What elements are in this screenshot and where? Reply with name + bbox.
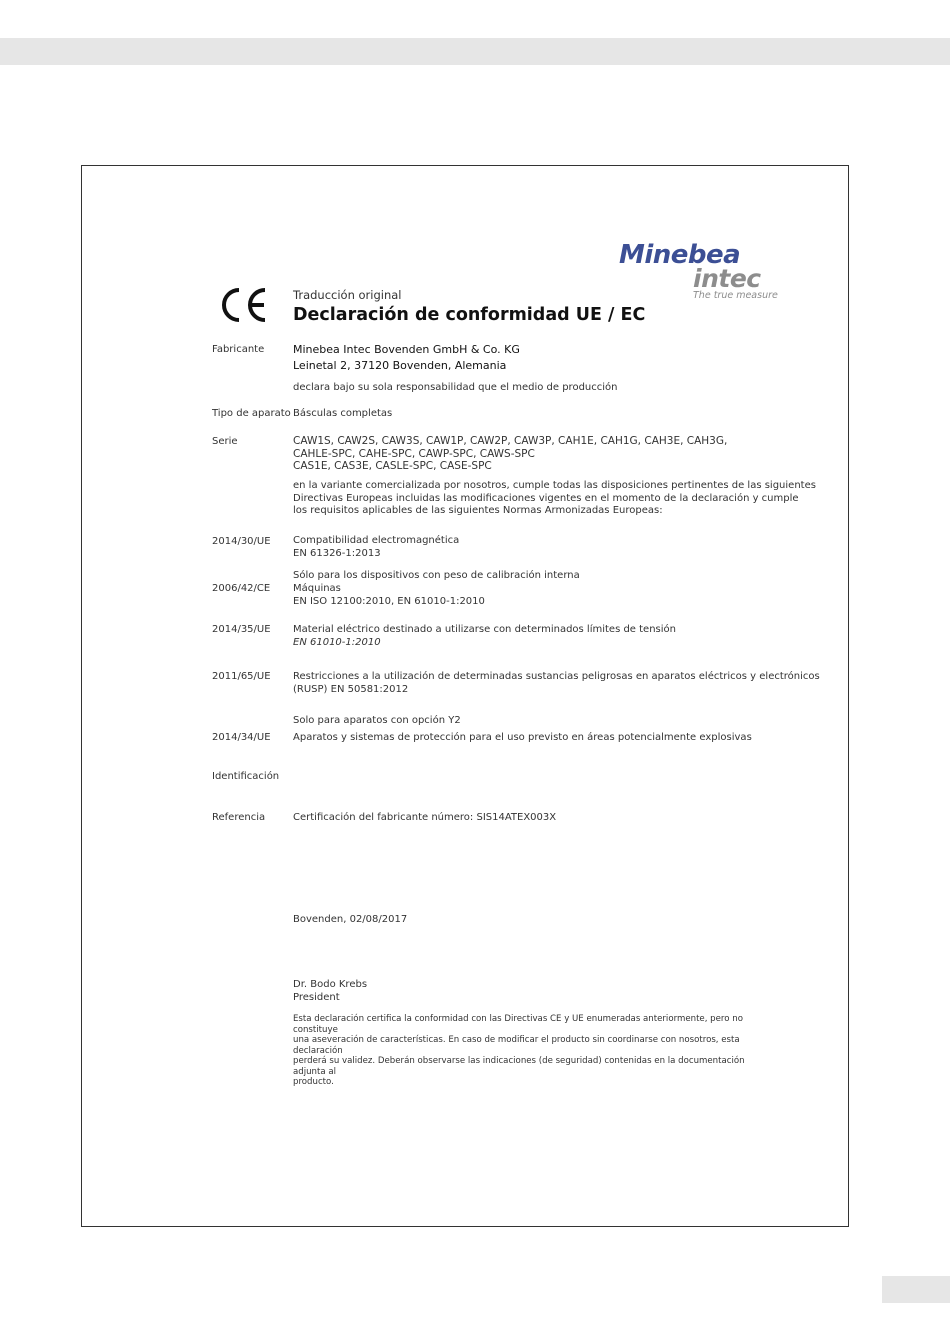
- directive-standard: (RUSP) EN 50581:2012: [293, 684, 409, 695]
- directive-title: Máquinas: [293, 583, 341, 594]
- disclaimer-line: una aseveración de características. En caso de modificar el producto sin coordinarse con nosotros, esta declaración: [293, 1035, 740, 1056]
- page-number-tab: [882, 1276, 950, 1303]
- reference-label: Referencia: [212, 812, 266, 823]
- directive-standard: EN ISO 12100:2010, EN 61010-1:2010: [293, 596, 485, 607]
- series-models: [293, 435, 727, 473]
- reference-value: Certificación del fabricante número: SIS14ATEX003X: [293, 812, 557, 823]
- series-label: Serie: [212, 436, 238, 447]
- manufacturer-label: Fabricante: [212, 344, 265, 355]
- compliance-line: los requisitos aplicables de las siguientes Normas Armonizadas Europeas:: [293, 505, 663, 516]
- directive-title: Aparatos y sistemas de protección para el uso previsto en áreas potencialmente explosivas: [293, 732, 752, 743]
- ce-mark-icon: [218, 286, 270, 328]
- document-subtitle: Traducción original: [293, 288, 402, 302]
- signatory-role: President: [293, 992, 340, 1003]
- directive-title: Restricciones a la utilización de determinadas sustancias peligrosas en aparatos eléctricos y electrónicos: [293, 671, 820, 682]
- series-compliance-text: [293, 480, 816, 518]
- manufacturer-name: Minebea Intec Bovenden GmbH & Co. KG: [293, 343, 520, 356]
- device-type-value: Básculas completas: [293, 408, 393, 419]
- signatory-name: Dr. Bodo Krebs: [293, 979, 368, 990]
- disclaimer-line: perderá su validez. Deberán observarse las indicaciones (de seguridad) contenidas en la documentación adjunta al: [293, 1056, 745, 1077]
- document-title: Declaración de conformidad UE / EC: [293, 305, 646, 325]
- top-header-bar: [0, 38, 950, 65]
- manufacturer-declaration: declara bajo su sola responsabilidad que el medio de producción: [293, 382, 618, 393]
- disclaimer-line: Esta declaración certifica la conformidad con las Directivas CE y UE enumeradas anteriormente, pero no constituye: [293, 1014, 743, 1035]
- legal-disclaimer: [293, 1014, 773, 1088]
- logo-tagline: The true measure: [693, 290, 778, 301]
- identification-label: Identificación: [212, 771, 280, 782]
- manufacturer-address: Leinetal 2, 37120 Bovenden, Alemania: [293, 359, 507, 372]
- disclaimer-line: producto.: [293, 1077, 334, 1087]
- directive-code: 2006/42/CE: [212, 583, 271, 594]
- logo-name-bottom: intec: [693, 264, 761, 293]
- directive-title: Compatibilidad electromagnética: [293, 535, 460, 546]
- directive-code: 2014/35/UE: [212, 624, 271, 635]
- directive-note: Sólo para los dispositivos con peso de calibración interna: [293, 570, 580, 581]
- directive-title: Material eléctrico destinado a utilizarse con determinados límites de tensión: [293, 624, 676, 635]
- series-models-line: CAHLE-SPC, CAHE-SPC, CAWP-SPC, CAWS-SPC: [293, 447, 535, 460]
- compliance-line: en la variante comercializada por nosotros, cumple todas las disposiciones pertinentes de las siguientes: [293, 480, 816, 491]
- logo-name-top: Minebea: [619, 240, 741, 270]
- directive-code: 2011/65/UE: [212, 671, 271, 682]
- directive-code: 2014/34/UE: [212, 732, 271, 743]
- device-type-label: Tipo de aparato: [212, 408, 291, 419]
- series-models-line: CAS1E, CAS3E, CASLE-SPC, CASE-SPC: [293, 460, 492, 472]
- series-models-line: CAW1S, CAW2S, CAW3S, CAW1P, CAW2P, CAW3P, CAH1E, CAH1G, CAH3E, CAH3G,: [293, 435, 728, 447]
- directive-standard: EN 61010-1:2010: [293, 637, 381, 648]
- directive-code: 2014/30/UE: [212, 536, 271, 547]
- directive-standard: EN 61326-1:2013: [293, 548, 381, 559]
- place-date: Bovenden, 02/08/2017: [293, 914, 408, 925]
- minebea-intec-logo: [615, 240, 785, 302]
- compliance-line: Directivas Europeas incluidas las modificaciones vigentes en el momento de la declaración y cumple: [293, 492, 799, 504]
- directive-note: Solo para aparatos con opción Y2: [293, 715, 461, 726]
